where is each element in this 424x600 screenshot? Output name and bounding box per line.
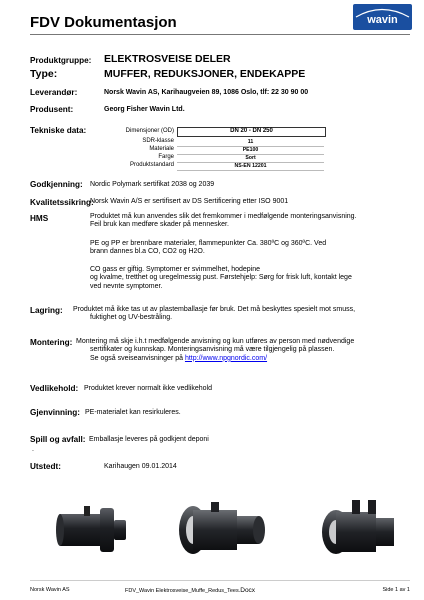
hms-line: PE og PP er brennbare materialer, flammepunkter Ca. 380ºC og 360ºC. Ved [90, 240, 327, 247]
lagring-label: Lagring: [30, 306, 63, 315]
spill-dot: . [32, 446, 34, 453]
wavin-logo [353, 4, 412, 30]
lagring-line: fuktighet og UV-bestråling. [90, 314, 173, 322]
muffe-image [318, 496, 402, 566]
lagring-line: Produktet må ikke tas ut av plastemballasje før bruk. Det må beskyttes spesielt mot smuss, [73, 306, 356, 313]
spec-value: PE100 [177, 147, 324, 155]
npgnordic-link[interactable]: http://www.npgnordic.com/ [184, 354, 268, 362]
document-title: FDV Dokumentasjon [30, 14, 177, 31]
utstedt-label: Utstedt: [30, 462, 61, 471]
montering-link-prefix: Se også sveiseanvisninger på [90, 354, 185, 362]
kvalitet-label: Kvalitetssikring: [30, 198, 94, 207]
spec-label: SDR-klasse [142, 138, 174, 144]
spec-value: DN 20 - DN 250 [177, 127, 326, 137]
produktgruppe-label: Produktgruppe: [30, 56, 92, 65]
spill-value: Emballasje leveres på godkjent deponi [89, 436, 209, 443]
footer-right: Side 1 av 1 [382, 587, 410, 593]
hms-label: HMS [30, 214, 49, 223]
montering-line: Montering må skje i.h.t medfølgende anvisning og kun utføres av person med nødvendige [76, 338, 355, 345]
godkjenning-value: Nordic Polymark sertifikat 2038 og 2039 [90, 181, 215, 188]
tekniske-label: Tekniske data: [30, 126, 87, 135]
header-rule [30, 34, 410, 35]
footer-center [125, 587, 255, 594]
montering-line: sertifikater og kunnskap. Monteringsanvisning må være tilgjengelig på plassen. [90, 346, 335, 354]
godkjenning-label: Godkjenning: [30, 180, 83, 189]
hms-line: Feil bruk kan medføre skader på mennesker. [90, 221, 229, 229]
hms-paragraph-1 [90, 213, 415, 230]
hms-paragraph-3 [90, 266, 415, 291]
hms-line: CO gass er giftig. Symptomer er svimmelhet, hodepine [90, 266, 261, 273]
footer-extension: Docx [240, 587, 256, 594]
gjenvinning-value: PE-materialet kan resirkuleres. [85, 409, 181, 416]
footer-filename: FDV_Wavin Elektrosveise_Muffe_Redus_Tees. [125, 588, 241, 594]
leverandor-value: Norsk Wavin AS, Karihaugveien 89, 1086 Oslo, tlf: 22 30 90 00 [104, 89, 309, 96]
montering-link-line [76, 355, 416, 363]
leverandor-label: Leverandør: [30, 88, 78, 97]
type-value: MUFFER, REDUKSJONER, ENDEKAPPE [104, 68, 306, 80]
spec-value: 11 [177, 139, 324, 147]
logo-text: wavin [367, 14, 398, 26]
spec-value: Sort [177, 155, 324, 163]
spec-label: Dimensjoner (OD) [125, 128, 174, 134]
vedlikehold-value: Produktet krever normalt ikke vedlikehold [84, 385, 213, 392]
hms-line: og kvalme, tretthet og uregelmessig pust. Førstehjelp: Sørg for frisk luft, kontakt lege [90, 274, 352, 282]
type-label: Type: [30, 68, 58, 80]
hms-line: ved nevnte symptomer. [90, 282, 163, 290]
produsent-value: Georg Fisher Wavin Ltd. [104, 106, 185, 113]
spec-label: Materiale [149, 146, 174, 152]
produktgruppe-value: ELEKTROSVEISE DELER [104, 53, 231, 65]
endekappe-image [54, 500, 130, 560]
utstedt-value: Karihaugen 09.01.2014 [104, 463, 177, 470]
hms-line: Produktet må kun anvendes slik det fremkommer i medfølgende monteringsanvisning. [90, 213, 357, 220]
spec-value: NS-EN 12201 [177, 163, 324, 171]
kvalitet-value: Norsk Wavin A/S er sertifisert av DS Sertificering etter ISO 9001 [90, 198, 289, 205]
spec-label: Produktstandard [129, 162, 174, 168]
spill-label: Spill og avfall: [30, 435, 86, 444]
reduksjon-image [175, 498, 271, 562]
produsent-label: Produsent: [30, 105, 74, 114]
footer-left: Norsk Wavin AS [30, 587, 70, 593]
hms-paragraph-2 [90, 240, 415, 257]
lagring-text [73, 306, 413, 323]
footer-rule [30, 580, 410, 581]
montering-label: Montering: [30, 338, 73, 347]
vedlikehold-label: Vedlikehold: [30, 384, 79, 393]
spec-label: Farge [158, 154, 174, 160]
montering-text [76, 338, 416, 363]
hms-line: brann dannes bl.a CO, CO2 og H2O. [90, 248, 205, 256]
gjenvinning-label: Gjenvinning: [30, 408, 81, 417]
